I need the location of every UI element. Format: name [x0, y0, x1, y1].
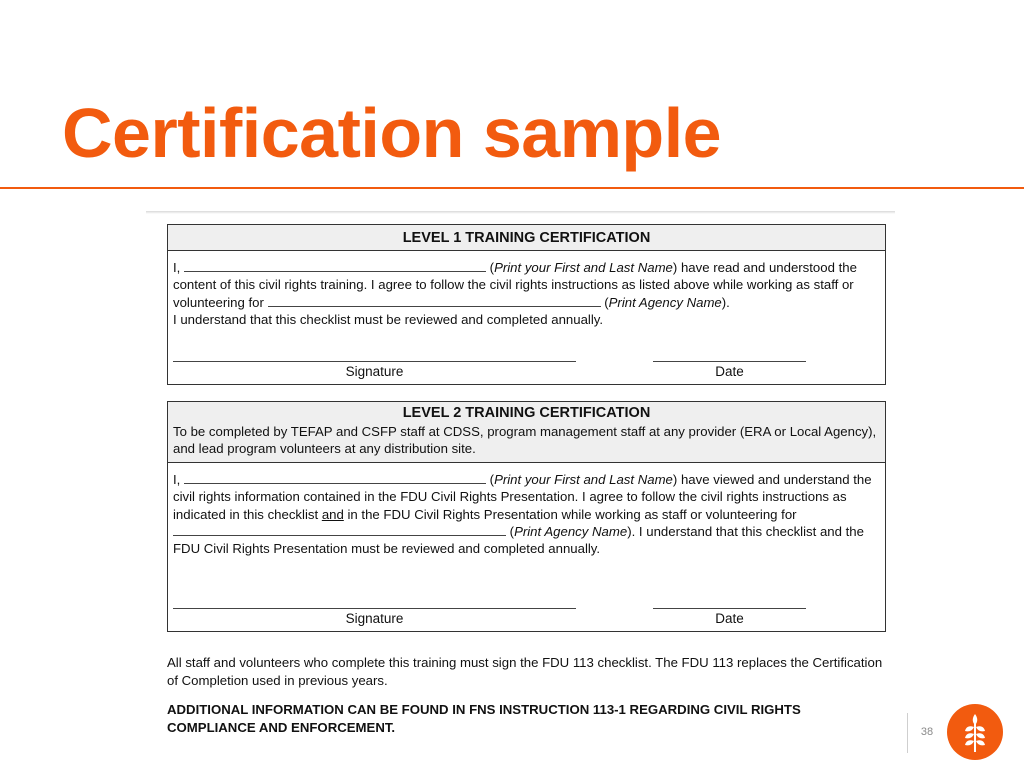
- level2-and-word: and: [321, 506, 344, 522]
- level2-header: [168, 402, 885, 463]
- level2-title: LEVEL 2 TRAINING CERTIFICATION: [402, 405, 651, 421]
- level1-signature-area: [168, 349, 885, 379]
- level1-text-after-name: ) have read and understood the content of this civil rights training. I agree to follow the civil rights instructions as listed above while working as staff or volunteering for: [173, 260, 857, 310]
- level2-text-mid: in the FDU Civil Rights Presentation while working as staff or volunteering for: [347, 506, 797, 522]
- footer-divider: [907, 713, 908, 753]
- level1-date-line[interactable]: [653, 361, 806, 362]
- level1-body: I, (Print your First and Last Name) have read and understood the content of this civil rights training. I agree to follow the civil rights instructions as listed above while working as staff or volunteering for (Print Agency Name). I understand that this checklist must be reviewed and completed annually.: [173, 260, 857, 327]
- level2-body: I, (Print your First and Last Name) have viewed and understand the civil rights information contained in the FDU Civil Rights Presentation. I agree to follow the civil rights instructions as indicated in this checklist and in the FDU Civil Rights Presentation while working as staff or volunteering for (Print Agency Name). I understand that this checklist and the FDU Civil Rights Presentation must be reviewed and completed annually.: [173, 472, 872, 557]
- level2-signature-line[interactable]: [173, 608, 576, 609]
- level2-date-label: Date: [715, 611, 744, 626]
- level1-name-blank[interactable]: [184, 259, 486, 272]
- level2-signature-label: Signature: [345, 611, 404, 626]
- level2-agency-blank[interactable]: [173, 523, 506, 536]
- level1-i-prefix: I,: [173, 260, 181, 275]
- level1-signature-label: Signature: [345, 364, 404, 379]
- document-edge: [146, 211, 895, 214]
- title-divider: [0, 187, 1024, 189]
- level2-certification-box: [167, 401, 886, 632]
- level1-print-agency-note: Print Agency Name: [608, 294, 722, 310]
- level2-i-prefix: I,: [173, 472, 181, 487]
- additional-info-text: ADDITIONAL INFORMATION CAN BE FOUND IN FNS INSTRUCTION 113-1 REGARDING CIVIL RIGHTS COMPLIANCE AND ENFORCEMENT.: [167, 702, 801, 735]
- level1-date-label: Date: [715, 364, 744, 379]
- wheat-logo-icon: [947, 704, 1003, 760]
- level2-print-agency-note: Print Agency Name: [514, 523, 628, 539]
- level1-closing-line: I understand that this checklist must be reviewed and completed annually.: [173, 311, 604, 327]
- slide-title: Certification sample: [62, 94, 722, 172]
- level2-name-blank[interactable]: [184, 471, 486, 484]
- level2-text-after-agency: ). I understand that this checklist and the FDU Civil Rights Presentation must be reviewed and completed annually.: [173, 523, 864, 557]
- level1-title: LEVEL 1 TRAINING CERTIFICATION: [168, 225, 885, 251]
- level1-certification-box: [167, 224, 886, 385]
- level2-signature-area: [168, 596, 885, 626]
- level2-date-line[interactable]: [653, 608, 806, 609]
- level1-print-name-note: Print your First and Last Name: [494, 260, 673, 275]
- footnote-text: All staff and volunteers who complete this training must sign the FDU 113 checklist. The FDU 113 replaces the Certification of Completion used in previous years.: [167, 655, 883, 688]
- level2-text-after-name: ) have viewed and understand the civil rights information contained in the FDU Civil Rights Presentation. I agree to follow the civil rights instructions as indicated in this checklist: [173, 472, 872, 522]
- level1-text-after-agency: ).: [721, 294, 730, 310]
- page-number: 38: [920, 726, 934, 738]
- level1-signature-line[interactable]: [173, 361, 576, 362]
- level1-agency-blank[interactable]: [268, 294, 601, 307]
- level2-print-name-note: Print your First and Last Name: [494, 472, 673, 487]
- level2-description: To be completed by TEFAP and CSFP staff at CDSS, program management staff at any provider (ERA or Local Agency), and lead program volunteers at any distribution site.: [173, 424, 877, 456]
